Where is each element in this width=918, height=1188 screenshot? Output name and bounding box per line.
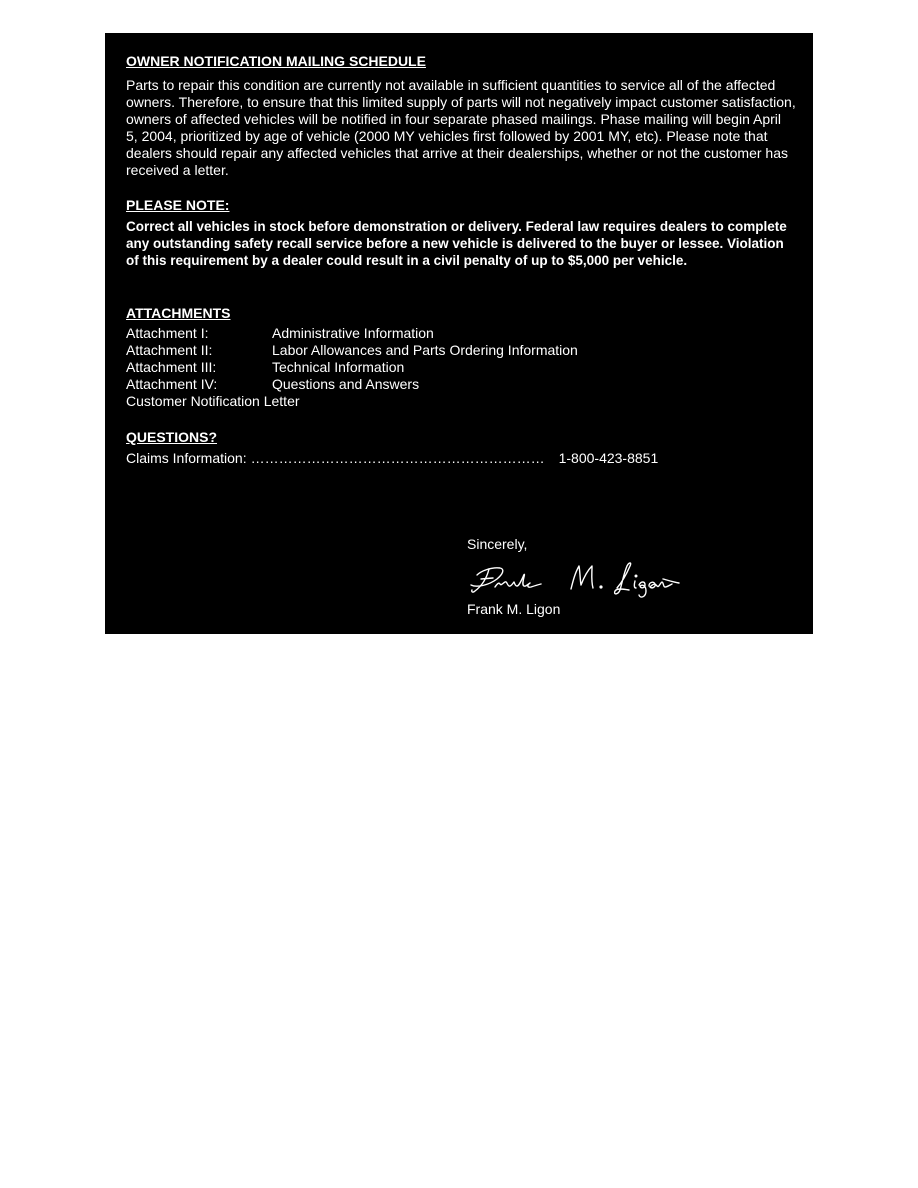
attachment-row: [126, 359, 796, 376]
attachment-row: [126, 342, 796, 359]
document-panel: [105, 33, 813, 634]
attachment-title: Labor Allowances and Parts Ordering Information: [272, 342, 578, 358]
claims-label: Claims Information:: [126, 450, 247, 466]
attachment-label: Attachment I:: [126, 325, 209, 341]
please-note-section: [126, 197, 796, 269]
questions-section: [126, 429, 796, 467]
attachment-row: [126, 325, 796, 342]
attachment-title: Questions and Answers: [272, 376, 420, 392]
claims-information-line: [126, 450, 796, 467]
please-note-heading: PLEASE NOTE:: [126, 197, 230, 213]
please-note-body: Correct all vehicles in stock before demonstration or delivery. Federal law requires dealers to complete any outstanding safety recall service before a new vehicle is delivered to the buyer or lessee. Violation of this requirement by a dealer could result in a civil penalty of up to $5,000 per vehicle.: [126, 219, 787, 268]
owner-notification-heading: OWNER NOTIFICATION MAILING SCHEDULE: [126, 53, 426, 69]
attachments-list: [126, 325, 796, 410]
owner-notification-section: [126, 53, 796, 179]
attachment-label: Attachment II:: [126, 342, 213, 358]
attachments-heading: ATTACHMENTS: [126, 305, 231, 321]
handwritten-signature: [467, 557, 693, 601]
closing-salutation: Sincerely,: [467, 536, 528, 552]
attachment-label: Attachment III:: [126, 359, 217, 375]
attachments-section: [126, 305, 796, 410]
questions-heading: QUESTIONS?: [126, 429, 218, 445]
customer-notification-letter: Customer Notification Letter: [126, 393, 300, 409]
claims-phone-number: 1-800-423-8851: [558, 450, 659, 466]
owner-notification-body: Parts to repair this condition are currently not available in sufficient quantities to service all of the affected owners. Therefore, to ensure that this limited supply of parts will not negatively impact customer satisfaction, owners of affected vehicles will be notified in four separate phased mailings. Phase mailing will begin April 5, 2004, prioritized by age of vehicle (2000 MY vehicles first followed by 2001 MY, etc). Please note that dealers should repair any affected vehicles that arrive at their dealerships, whether or not the customer has received a letter.: [126, 77, 796, 178]
attachment-title: Technical Information: [272, 359, 405, 375]
attachment-label: Attachment IV:: [126, 376, 218, 392]
attachment-row: [126, 376, 796, 393]
leader-dots: ………………………………………………………: [250, 450, 545, 466]
signer-name: Frank M. Ligon: [467, 601, 561, 617]
attachment-title: Administrative Information: [272, 325, 434, 341]
